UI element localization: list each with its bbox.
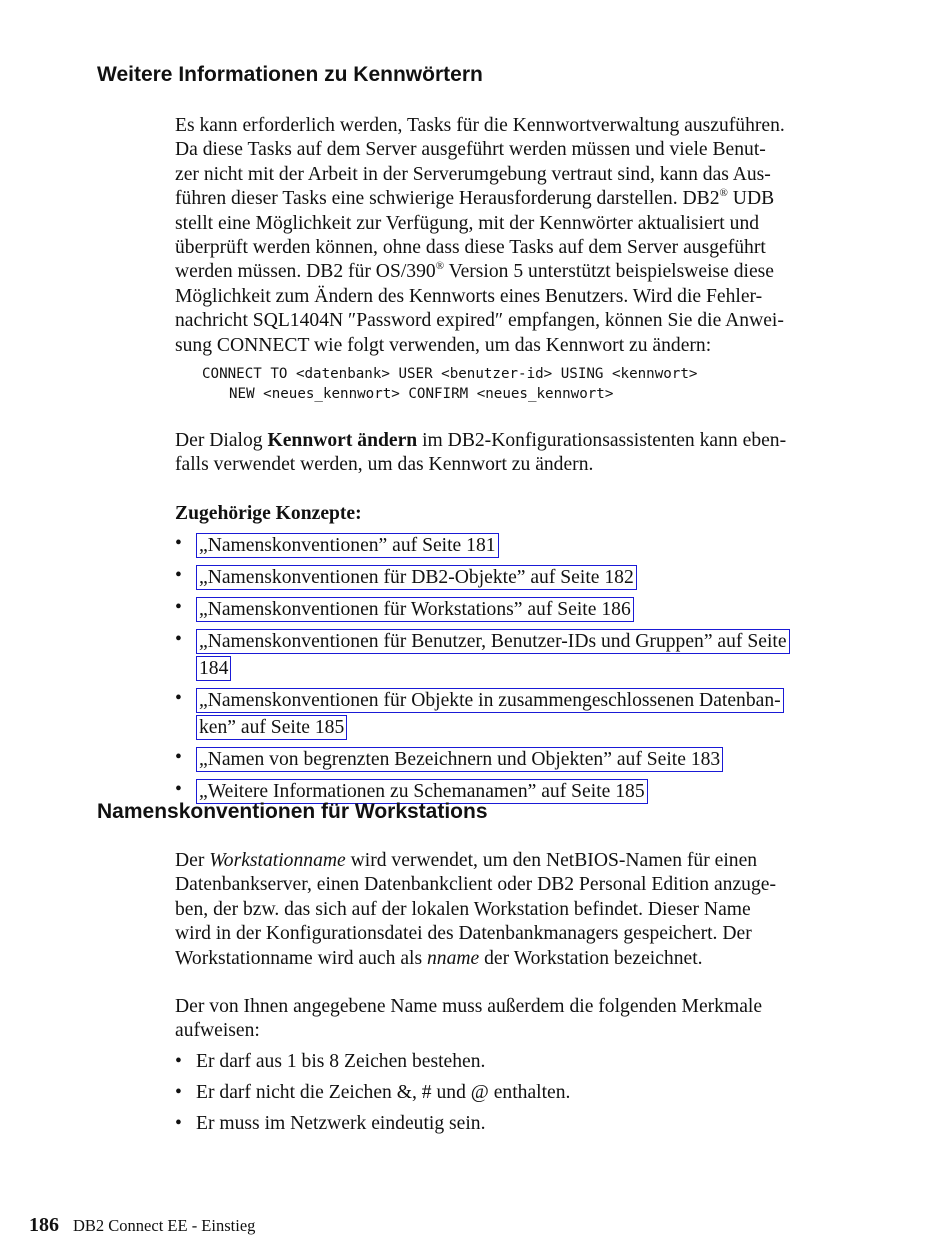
list-item [175,687,895,741]
link-db2-objects[interactable]: „Namenskonventionen für DB2-Objekte” auf Seite 182 [196,565,637,590]
bullet: • [175,747,182,768]
list-item [175,628,895,682]
list-item: • Er muss im Netzwerk eindeutig sein. [175,1112,895,1136]
registered-mark: ® [435,260,445,273]
related-concepts-list [175,532,895,810]
link-schema-names[interactable]: „Weitere Informationen zu Schemanamen” auf Seite 185 [196,779,648,804]
term-nname: nname [426,947,480,969]
link-users-groups-cont[interactable]: 184 [196,656,231,681]
link-users-groups[interactable]: „Namenskonventionen für Benutzer, Benutzer-IDs und Gruppen” auf Seite [196,629,790,654]
registered-mark: ® [719,187,728,200]
bullet: • [175,533,182,554]
section-heading-workstations: Namenskonventionen für Workstations [97,800,488,823]
bullet: • [175,688,182,709]
link-federated-objects[interactable]: „Namenskonventionen für Objekte in zusammengeschlossenen Datenban- [196,688,784,713]
link-naming-conventions[interactable]: „Namenskonventionen” auf Seite 181 [196,533,499,558]
list-item: • Er darf aus 1 bis 8 Zeichen bestehen. [175,1050,895,1074]
list-item [175,596,895,623]
bullet: • [175,629,182,650]
bullet: • [175,565,182,586]
code-new-password-line: NEW <neues_kennwort> CONFIRM <neues_kennwort> [229,386,614,402]
dialog-name: Kennwort ändern [267,430,418,451]
book-title: DB2 Connect EE - Einstieg [73,1216,256,1235]
link-delimited-identifiers[interactable]: „Namen von begrenzten Bezeichnern und Objekten” auf Seite 183 [196,747,723,772]
list-item [175,746,895,773]
page-footer [29,1214,255,1237]
link-workstations[interactable]: „Namenskonventionen für Workstations” auf Seite 186 [196,597,634,622]
bullet: • [175,597,182,618]
paragraph-name-requirements: Der von Ihnen angegebene Name muss außerdem die folgenden Merkmale aufweisen: [175,996,763,1042]
list-item [175,564,895,591]
paragraph-password-tasks: Es kann erforderlich werden, Tasks für die Kennwortverwaltung auszuführen. Da diese Tasks auf dem Server ausgeführt werden müssen und viele Benut- zer nicht mit der Arbeit in der Serverumgebung vertraut sind, kann das Aus- führen dieser Tasks eine schwierige Herausforderung darstellen. DB2® UDB stellt eine Möglichkeit zur Verfügung, mit der Kennwörter aktualisiert und überprüft werden können, ohne dass diese Tasks auf dem Server ausgeführt werden müssen. DB2 für OS/390® Version 5 unterstützt beispielsweise diese Möglichkeit zum Ändern des Kennworts eines Benutzers. Wird die Fehler- nachricht SQL1404N ″Password expired″ empfangen, können Sie die Anwei- sung CONNECT wie folgt verwenden, um das Kennwort zu ändern: [175,115,785,356]
bullet: • [175,779,182,800]
link-federated-objects-cont[interactable]: ken” auf Seite 185 [196,715,347,740]
section-heading-passwords: Weitere Informationen zu Kennwörtern [97,63,483,86]
related-concepts-heading: Zugehörige Konzepte: [175,503,362,524]
list-item [175,532,895,559]
paragraph-workstation-name: Der Workstationname wird verwendet, um den NetBIOS-Namen für einen Datenbankserver, einen Datenbankclient oder DB2 Personal Edition anzuge- ben, der bzw. das sich auf der lokalen Workstation befindet. Dieser Name wird in der Konfigurationsdatei des Datenbankmanagers gespeichert. Der Workstationname wird auch als nname der Workstation bezeichnet. [175,850,776,969]
page-number: 186 [29,1214,59,1236]
paragraph-change-password-dialog: Der Dialog Kennwort ändern im DB2-Konfigurationsassistenten kann eben- falls verwendet werden, um das Kennwort zu ändern. [175,430,787,476]
bullet: • [175,1112,182,1134]
list-item: • Er darf nicht die Zeichen &, # und @ enthalten. [175,1081,895,1105]
bullet: • [175,1081,182,1103]
code-connect-line: CONNECT TO <datenbank> USER <benutzer-id> USING <kennwort> [202,366,698,382]
term-workstationname: Workstationname [209,850,346,871]
name-rules-list [175,1050,895,1143]
bullet: • [175,1051,182,1072]
